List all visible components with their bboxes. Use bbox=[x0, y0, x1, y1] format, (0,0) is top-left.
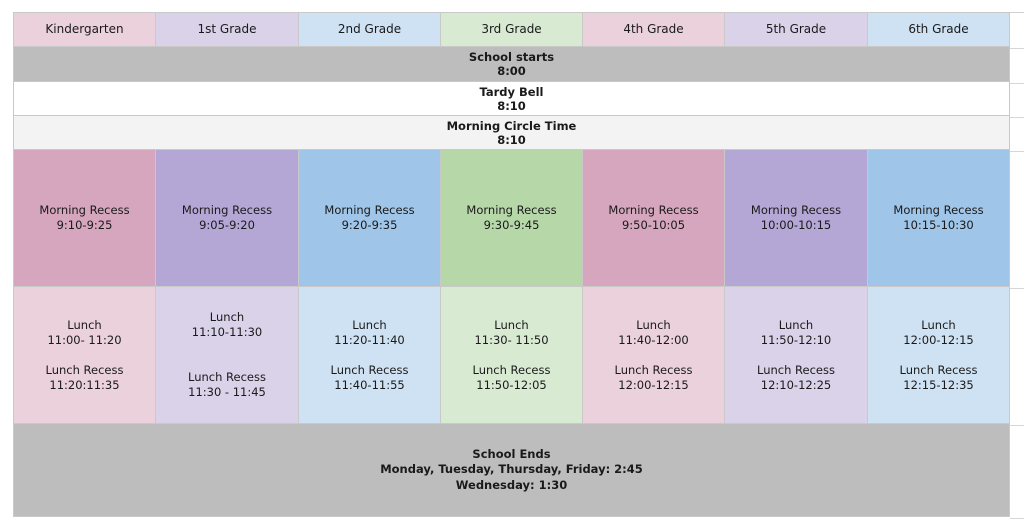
grade-header-2nd[interactable]: 2nd Grade bbox=[299, 12, 441, 47]
recess-time: 9:05-9:20 bbox=[199, 218, 255, 232]
lunch-time: 11:50-12:10 bbox=[760, 332, 832, 347]
grade-header-1st[interactable]: 1st Grade bbox=[156, 12, 299, 47]
recess-cell-6th[interactable] bbox=[868, 150, 1010, 287]
school-ends-wednesday: Wednesday: 1:30 bbox=[455, 477, 568, 492]
recess-label: Morning Recess bbox=[893, 203, 984, 217]
lunch-recess-label: Lunch Recess bbox=[188, 370, 266, 384]
lunch-label: Lunch bbox=[778, 317, 814, 332]
recess-time: 10:00-10:15 bbox=[760, 218, 832, 232]
lunch-cell-2nd[interactable] bbox=[299, 287, 441, 424]
lunch-label: Lunch bbox=[636, 317, 671, 332]
lunch-recess-time: 11:20:11:35 bbox=[49, 377, 120, 392]
school-starts-label: School starts bbox=[468, 50, 555, 64]
lunch-cell-6th[interactable] bbox=[868, 287, 1010, 424]
circle-time-label: Morning Circle Time bbox=[446, 118, 577, 133]
adjacent-column-gridlines bbox=[1010, 12, 1024, 519]
recess-time: 9:30-9:45 bbox=[483, 218, 540, 232]
lunch-label: Lunch bbox=[352, 317, 387, 332]
lunch-recess-label: Lunch Recess bbox=[45, 362, 124, 377]
circle-time-cell[interactable] bbox=[13, 116, 1010, 150]
grade-header-6th[interactable]: 6th Grade bbox=[868, 12, 1010, 47]
recess-label: Morning Recess bbox=[324, 203, 415, 217]
school-ends-cell[interactable] bbox=[13, 424, 1010, 517]
school-ends-weekdays: Monday, Tuesday, Thursday, Friday: 2:45 bbox=[380, 462, 643, 477]
lunch-time: 11:20-11:40 bbox=[334, 332, 405, 347]
grade-header-5th[interactable]: 5th Grade bbox=[725, 12, 868, 47]
lunch-time: 11:40-12:00 bbox=[618, 332, 689, 347]
recess-label: Morning Recess bbox=[39, 203, 130, 217]
grade-header-row bbox=[13, 12, 1010, 47]
circle-time-time: 8:10 bbox=[497, 132, 526, 147]
grade-header-kindergarten[interactable]: Kindergarten bbox=[13, 12, 156, 47]
lunch-recess-time: 12:10-12:25 bbox=[760, 377, 832, 392]
lunch-cell-kindergarten[interactable] bbox=[13, 287, 156, 424]
lunch-time: 11:30- 11:50 bbox=[474, 332, 549, 347]
lunch-recess-label: Lunch Recess bbox=[330, 362, 409, 377]
school-ends-label: School Ends bbox=[472, 446, 551, 461]
lunch-recess-time: 12:15-12:35 bbox=[903, 377, 974, 392]
grade-header-4th[interactable]: 4th Grade bbox=[583, 12, 725, 47]
recess-cell-1st[interactable] bbox=[156, 150, 299, 287]
school-starts-time: 8:00 bbox=[497, 64, 526, 78]
recess-cell-5th[interactable] bbox=[725, 150, 868, 287]
school-starts-cell[interactable] bbox=[13, 47, 1010, 82]
lunch-cell-1st[interactable] bbox=[156, 287, 299, 424]
schedule-table bbox=[13, 12, 1010, 517]
lunch-time: 12:00-12:15 bbox=[903, 332, 974, 347]
lunch-cell-4th[interactable] bbox=[583, 287, 725, 424]
lunch-label: Lunch bbox=[67, 317, 102, 332]
lunch-label: Lunch bbox=[921, 317, 956, 332]
lunch-time: 11:10-11:30 bbox=[191, 325, 263, 339]
lunch-cell-5th[interactable] bbox=[725, 287, 868, 424]
recess-time: 9:10-9:25 bbox=[56, 218, 113, 232]
lunch-recess-time: 11:40-11:55 bbox=[334, 377, 405, 392]
lunch-recess-time: 12:00-12:15 bbox=[618, 377, 689, 392]
recess-time: 10:15-10:30 bbox=[903, 218, 974, 232]
recess-cell-3rd[interactable] bbox=[441, 150, 583, 287]
recess-label: Morning Recess bbox=[466, 203, 557, 217]
lunch-recess-label: Lunch Recess bbox=[614, 362, 693, 377]
recess-time: 9:20-9:35 bbox=[341, 218, 398, 232]
recess-cell-4th[interactable] bbox=[583, 150, 725, 287]
recess-cell-kindergarten[interactable] bbox=[13, 150, 156, 287]
recess-time: 9:50-10:05 bbox=[621, 218, 686, 232]
lunch-recess-label: Lunch Recess bbox=[899, 362, 978, 377]
recess-label: Morning Recess bbox=[608, 203, 699, 217]
lunch-label: Lunch bbox=[494, 317, 529, 332]
morning-recess-row bbox=[13, 150, 1010, 287]
lunch-recess-time: 11:50-12:05 bbox=[476, 377, 547, 392]
recess-label: Morning Recess bbox=[181, 203, 273, 217]
tardy-bell-time: 8:10 bbox=[497, 98, 526, 113]
lunch-row bbox=[13, 287, 1010, 424]
tardy-bell-cell[interactable] bbox=[13, 82, 1010, 116]
recess-label: Morning Recess bbox=[750, 203, 842, 217]
lunch-recess-label: Lunch Recess bbox=[472, 362, 551, 377]
lunch-cell-3rd[interactable] bbox=[441, 287, 583, 424]
lunch-time: 11:00- 11:20 bbox=[47, 332, 122, 347]
recess-cell-2nd[interactable] bbox=[299, 150, 441, 287]
lunch-recess-label: Lunch Recess bbox=[757, 362, 835, 377]
grade-header-3rd[interactable]: 3rd Grade bbox=[441, 12, 583, 47]
lunch-label: Lunch bbox=[209, 310, 245, 324]
tardy-bell-label: Tardy Bell bbox=[479, 84, 544, 99]
lunch-recess-time: 11:30 - 11:45 bbox=[188, 385, 266, 399]
